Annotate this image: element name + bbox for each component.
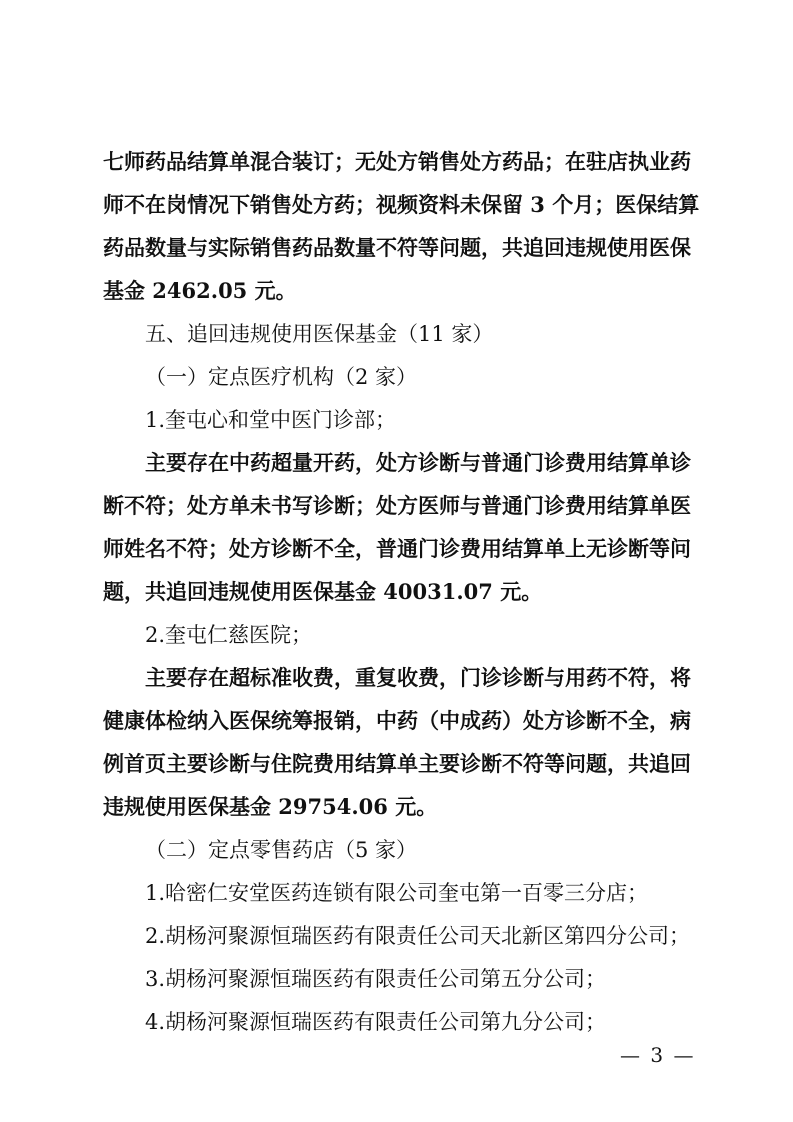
- text-line-14: 健康体检纳入医保统筹报销，中药（中成药）处方诊断不全，病: [103, 708, 691, 733]
- institution-item-2: 2.奎屯仁慈医院；: [145, 623, 313, 647]
- pharmacy-item-1: 1.哈密仁安堂医药连锁有限公司奎屯第一百零三分店；: [145, 881, 649, 905]
- subsection-heading-medical-institutions: （一）定点医疗机构（2 家）: [145, 365, 418, 389]
- pharmacy-item-2: 2.胡杨河聚源恒瑞医药有限责任公司天北新区第四分公司；: [145, 924, 691, 948]
- text-line-13: 主要存在超标准收费，重复收费，门诊诊断与用药不符，将: [145, 665, 691, 690]
- pharmacy-item-3: 3.胡杨河聚源恒瑞医药有限责任公司第五分公司；: [145, 967, 607, 991]
- text-line-10: 师姓名不符；处方诊断不全，普通门诊费用结算单上无诊断等问: [103, 536, 691, 561]
- text-line-9: 断不符；处方单未书写诊断；处方医师与普通门诊费用结算单医: [103, 493, 691, 518]
- section-heading-five: 五、追回违规使用医保基金（11 家）: [145, 322, 494, 346]
- institution-item-1: 1.奎屯心和堂中医门诊部；: [145, 408, 397, 432]
- text-line-16: 违规使用医保基金 29754.06 元。: [103, 794, 438, 819]
- text-line-3: 药品数量与实际销售药品数量不符等问题，共追回违规使用医保: [103, 235, 691, 260]
- text-line-11: 题，共追回违规使用医保基金 40031.07 元。: [103, 579, 543, 604]
- page-number: — 3 —: [620, 1043, 696, 1067]
- pharmacy-item-4: 4.胡杨河聚源恒瑞医药有限责任公司第九分公司；: [145, 1010, 607, 1034]
- text-line-2: 师不在岗情况下销售处方药；视频资料未保留 3 个月；医保结算: [103, 192, 700, 217]
- text-line-8: 主要存在中药超量开药，处方诊断与普通门诊费用结算单诊: [145, 450, 691, 475]
- text-line-15: 例首页主要诊断与住院费用结算单主要诊断不符等问题，共追回: [103, 751, 691, 776]
- text-line-1: 七师药品结算单混合装订；无处方销售处方药品；在驻店执业药: [103, 149, 691, 174]
- subsection-heading-retail-pharmacies: （二）定点零售药店（5 家）: [145, 838, 418, 862]
- text-line-4: 基金 2462.05 元。: [103, 278, 297, 303]
